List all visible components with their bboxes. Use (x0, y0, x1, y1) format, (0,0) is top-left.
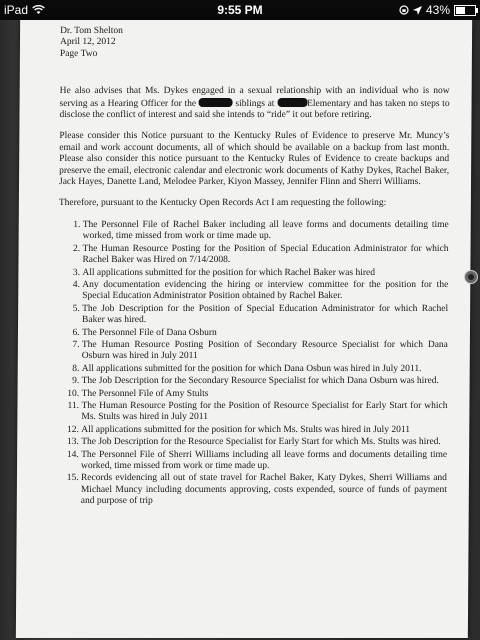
battery-percent: 43% (425, 3, 450, 17)
letter-body (57, 26, 450, 509)
request-item: 6. The Personnel File of Dana Osburn (82, 328, 448, 339)
request-item: 2. The Human Resource Posting for the Position of Special Education Administrator for which Rachel Baker was Hired on 7/14/2008. (82, 244, 448, 267)
device-label: iPad (4, 3, 29, 17)
battery-icon (454, 5, 476, 16)
request-item: 13. The Job Description for the Resource Specialist for Early Start for which Ms. Stults was hired. (81, 437, 447, 448)
paragraph-request-intro: Therefore, pursuant to the Kentucky Open Records Act I am requesting the following: (58, 198, 387, 209)
scroll-handle[interactable] (464, 270, 478, 284)
clock: 9:55 PM (217, 3, 263, 17)
request-item: 7. The Human Resource Posting Position of Secondary Resource Specialist for which Dana Osburn was hired in July 2011 (82, 340, 448, 363)
request-item: 4. Any documentation evidencing the hiring or interview committee for the position for the Special Education Administrator Position obtained by Rachel Baker. (82, 280, 448, 303)
letter-date: April 12, 2012 (59, 37, 116, 48)
letter-header (60, 26, 450, 60)
request-item: 9. The Job Description for the Secondary Resource Specialist for which Dana Osburn was hired. (82, 376, 448, 387)
request-item: 1. The Personnel File of Rachel Baker including all leave forms and documents detailing time worked, time missed from work or time made up. (83, 220, 449, 243)
document-viewer[interactable] (0, 20, 480, 640)
request-item: 10. The Personnel File of Amy Stults (82, 389, 448, 400)
request-item: 8. All applications submitted for the position for which Dana Osbun was hired in July 2011. (82, 364, 448, 375)
status-bar (0, 0, 480, 20)
request-item: 14. The Personnel File of Sherri Williams including all leave forms and documents detailing time worked, time missed from work or time made up. (81, 450, 447, 473)
request-item: 3. All applications submitted for the position for which Rachel Baker was hired (82, 268, 448, 279)
location-arrow-icon (413, 6, 422, 15)
redaction-mark (277, 98, 307, 107)
redaction-mark (199, 98, 233, 107)
request-list (57, 220, 449, 508)
request-item: 15. Records evidencing all out of state travel for Rachel Baker, Katy Dykes, Sherri Williams and Michael Muncy including documents approving, costs expended, source of funds of payment and purpose of trip (81, 473, 447, 507)
request-item: 12. All applications submitted for the position for which Ms. Stults was hired in July 2011 (81, 425, 447, 436)
request-item: 5. The Job Description for the Position of Special Education Administrator for which Rachel Baker was hired. (82, 304, 448, 327)
rotation-lock-icon (399, 5, 409, 15)
letter-page (16, 20, 472, 638)
request-item: 11. The Human Resource Posting for the Position of Resource Specialist for Early Start for which Ms. Stults was hired in July 2011 (81, 401, 447, 424)
paragraph-preservation-notice: Please consider this Notice pursuant to the Kentucky Rules of Evidence to preserve Mr. Muncy’s email and work account documents, all of which should be available on a backup from last month. Please also consider this notice pursuant to the Kentucky Rules of Evidence to create backups and preserve the email, electronic calendar and electronic work documents of Kathy Dykes, Rachel Baker, Jack Hayes, Danette Land, Melodee Parker, Kiyon Massey, Jennifer Flinn and Sherri Williams. (58, 131, 450, 188)
paragraph-hearing-officer: He also advises that Ms. Dykes engaged in a sexual relationship with an individual who is now serving as a Hearing Officer for the siblings at Elementary and has taken no steps to disclose the conflict of interest and said she intends to “ride” it out before retiring. (59, 86, 450, 121)
page-number: Page Two (59, 48, 98, 59)
sender-name: Dr. Tom Shelton (60, 26, 123, 36)
